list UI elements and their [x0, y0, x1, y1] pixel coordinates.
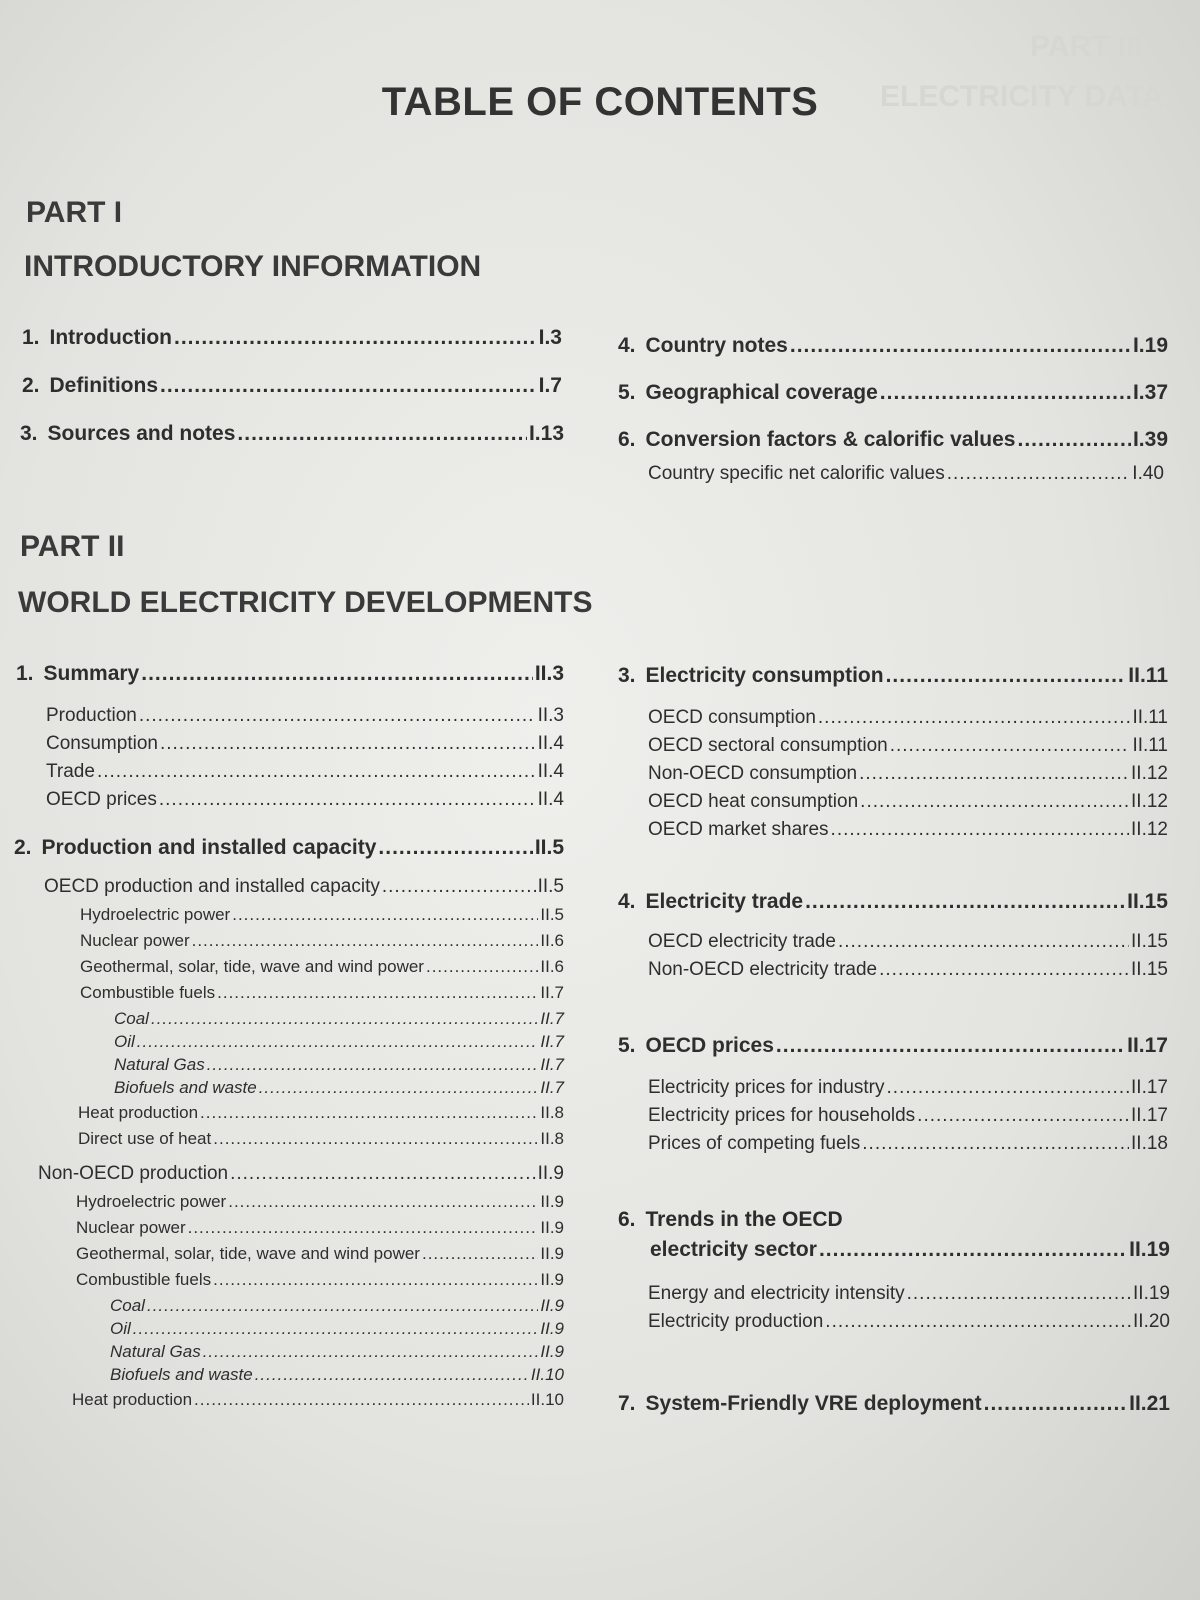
- toc-entry[interactable]: 7. System-Friendly VRE deployment ..... II.21: [618, 1392, 1170, 1416]
- toc-subentry[interactable]: Energy and electricity intensity ..... II.19: [648, 1282, 1170, 1306]
- toc-entry[interactable]: 4. Country notes ..... I.19: [618, 334, 1168, 358]
- page-title: TABLE OF CONTENTS: [381, 80, 819, 124]
- toc-subsubentry[interactable]: Geothermal, solar, tide, wave and wind power ..... II.9: [76, 1242, 564, 1266]
- toc-subsubentry[interactable]: Hydroelectric power ..... II.9: [76, 1190, 564, 1214]
- toc-subsubentry[interactable]: Hydroelectric power ..... II.5: [80, 903, 564, 927]
- toc-subentry[interactable]: Consumption ..... II.4: [46, 732, 564, 756]
- bleed-through-text: PART III: [1030, 30, 1143, 63]
- toc-fuel-entry[interactable]: Biofuels and waste ..... II.7: [114, 1076, 564, 1100]
- toc-entry[interactable]: electricity sector ..... II.19: [650, 1238, 1170, 1262]
- toc-subentry[interactable]: OECD market shares ..... II.12: [648, 818, 1168, 842]
- toc-fuel-entry[interactable]: Coal ..... II.7: [114, 1007, 564, 1031]
- toc-entry[interactable]: 3. Sources and notes ..... I.13: [20, 422, 564, 446]
- toc-subsubentry[interactable]: Combustible fuels ..... II.9: [76, 1268, 564, 1292]
- toc-subentry[interactable]: Non-OECD production ..... II.9: [38, 1162, 564, 1186]
- toc-subentry[interactable]: Prices of competing fuels ..... II.18: [648, 1132, 1168, 1156]
- toc-subsubentry[interactable]: Nuclear power ..... II.6: [80, 929, 564, 953]
- toc-subentry[interactable]: Non-OECD electricity trade ..... II.15: [648, 958, 1168, 982]
- toc-fuel-entry[interactable]: Natural Gas ..... II.7: [114, 1053, 564, 1077]
- toc-entry[interactable]: 6. Conversion factors & calorific values ..... I.39: [618, 428, 1168, 452]
- toc-subentry[interactable]: OECD heat consumption ..... II.12: [648, 790, 1168, 814]
- toc-subentry[interactable]: OECD production and installed capacity ..... II.5: [44, 875, 564, 899]
- toc-fuel-entry[interactable]: Natural Gas ..... II.9: [110, 1340, 564, 1364]
- toc-subentry[interactable]: OECD prices ..... II.4: [46, 788, 564, 812]
- toc-subentry[interactable]: Non-OECD consumption ..... II.12: [648, 762, 1168, 786]
- toc-fuel-entry[interactable]: Oil ..... II.7: [114, 1030, 564, 1054]
- toc-subentry[interactable]: Electricity prices for industry ..... II.17: [648, 1076, 1168, 1100]
- toc-fuel-entry[interactable]: Oil ..... II.9: [110, 1317, 564, 1341]
- toc-subentry[interactable]: Country specific net calorific values ..... I.40: [648, 462, 1164, 486]
- toc-subentry[interactable]: Trade ..... II.4: [46, 760, 564, 784]
- toc-entry[interactable]: 1. Introduction ..... I.3: [22, 326, 562, 350]
- toc-subsubentry[interactable]: Nuclear power ..... II.9: [76, 1216, 564, 1240]
- toc-subsubentry[interactable]: Combustible fuels ..... II.7: [80, 981, 564, 1005]
- toc-entry[interactable]: 2. Production and installed capacity ..... II.5: [14, 836, 564, 860]
- toc-subsubentry[interactable]: Heat production ..... II.8: [78, 1101, 564, 1125]
- toc-fuel-entry[interactable]: Coal ..... II.9: [110, 1294, 564, 1318]
- toc-entry[interactable]: 4. Electricity trade ..... II.15: [618, 890, 1168, 914]
- toc-entry-heading[interactable]: 6. Trends in the OECD: [618, 1208, 843, 1231]
- part-2-title: WORLD ELECTRICITY DEVELOPMENTS: [18, 586, 593, 619]
- toc-entry[interactable]: 1. Summary ..... II.3: [16, 662, 564, 686]
- part-2-label: PART II: [20, 530, 125, 563]
- toc-subsubentry[interactable]: Direct use of heat ..... II.8: [78, 1127, 564, 1151]
- toc-subsubentry[interactable]: Heat production ..... II.10: [72, 1388, 564, 1412]
- part-1-title: INTRODUCTORY INFORMATION: [24, 250, 482, 283]
- toc-entry[interactable]: 3. Electricity consumption ..... II.11: [618, 664, 1168, 688]
- toc-subentry[interactable]: Production ..... II.3: [46, 704, 564, 728]
- toc-entry[interactable]: 5. Geographical coverage ..... I.37: [618, 381, 1168, 405]
- toc-subentry[interactable]: OECD sectoral consumption ..... II.11: [648, 734, 1168, 758]
- bleed-through-text: ELECTRICITY DATA: [880, 80, 1164, 113]
- toc-entry[interactable]: 5. OECD prices ..... II.17: [618, 1034, 1168, 1058]
- toc-fuel-entry[interactable]: Biofuels and waste ..... II.10: [110, 1363, 564, 1387]
- toc-subentry[interactable]: OECD electricity trade ..... II.15: [648, 930, 1168, 954]
- toc-subentry[interactable]: Electricity prices for households ..... II.17: [648, 1104, 1168, 1128]
- toc-subentry[interactable]: Electricity production ..... II.20: [648, 1310, 1170, 1334]
- toc-entry[interactable]: 2. Definitions ..... I.7: [22, 374, 562, 398]
- toc-subsubentry[interactable]: Geothermal, solar, tide, wave and wind power ..... II.6: [80, 955, 564, 979]
- part-1-label: PART I: [26, 196, 123, 229]
- toc-subentry[interactable]: OECD consumption ..... II.11: [648, 706, 1168, 730]
